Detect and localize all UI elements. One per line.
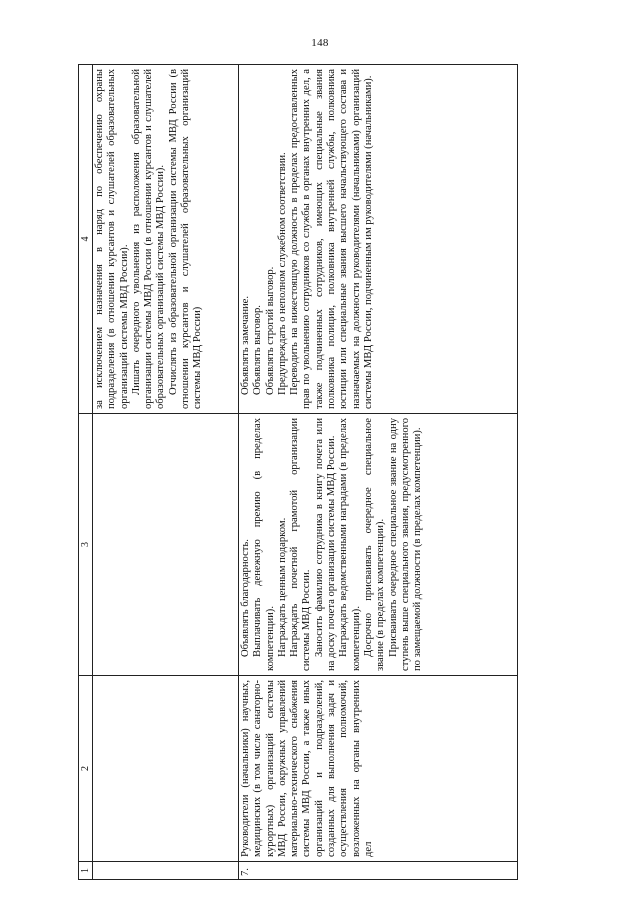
penalty-3: Объявлять строгий выговор. xyxy=(264,266,276,395)
rotated-table-container xyxy=(78,65,518,880)
row-prev-col4-para-1: за исключением назначения в наряд по обеспечению охраны подразделения (в отношении курсантов и слушателей образовательных организаций системы МВД России). xyxy=(94,69,130,409)
row-7-col-4 xyxy=(239,65,518,414)
row-prev-col4-para-2: Лишать очередного увольнения из расположения образовательной организации системы МВД России (в отношении курсантов и слушателей образовательных организаций системы МВД России). xyxy=(130,69,167,409)
header-col-1: 1 xyxy=(79,862,93,880)
table-row-7 xyxy=(239,65,518,880)
penalty-1: Объявлять замечание. xyxy=(240,295,251,395)
incentive-6: Награждать ведомственными наградами (в пределах компетенции). xyxy=(338,418,362,671)
incentive-3: Награждать ценным подарком. xyxy=(276,517,288,657)
incentive-8: Присваивать очередное специальное звание на одну ступень выше специального звания, предусмотренного по замещаемой должности (в пределах компетенции). xyxy=(387,418,424,671)
table-row-previous xyxy=(93,65,239,880)
header-col-3: 3 xyxy=(79,414,93,676)
incentive-4: Награждать почетной грамотой организации системы МВД России. xyxy=(289,418,313,671)
row-7-col-3 xyxy=(239,414,518,676)
incentive-5: Заносить фамилию сотрудника в книгу почета или на доску почета организации системы МВД России. xyxy=(313,418,338,671)
measures-table xyxy=(78,64,518,880)
incentive-7: Досрочно присваивать очередное специальное звание (в пределах компетенции). xyxy=(362,418,387,671)
row-prev-col-3 xyxy=(93,414,239,676)
row-7-authority: Руководители (начальники) научных, медицинских (в том числе санаторно-курортных) организаций системы МВД России, окружных управлений материально-технического снабжения системы МВД России, а также иных организаций и подразделений, созданных для выполнения задач и осуществления полномочий, возложенных на органы внутренних дел xyxy=(240,680,374,857)
incentive-2: Выплачивать денежную премию (в пределах компетенции). xyxy=(252,418,276,671)
row-prev-col-2 xyxy=(93,676,239,862)
penalty-5: Переводить на нижестоящую должность в пределах предоставленных прав по увольнению сотрудников со службы в органах внутренних дел, а также подчиненных сотрудников, имеющих специальные звания полковника полиции, полковника внутренней службы, полковника юстиции или специальные звания высшего начальствующего состава и назначаемых на должности руководителями (начальниками) организаций системы МВД России, подчиненным им руководителями (начальниками). xyxy=(289,69,374,409)
incentive-1: Объявлять благодарность. xyxy=(240,539,251,657)
page-number: 148 xyxy=(311,37,329,49)
row-prev-col4-para-3: Отчислять из образовательной организации системы МВД России (в отношении курсантов и слушателей образовательных организаций системы МВД России) xyxy=(167,69,204,409)
row-7-number: 7. xyxy=(239,862,518,880)
row-prev-col-4 xyxy=(93,65,239,414)
header-col-2: 2 xyxy=(79,676,93,862)
penalty-4: Предупреждать о неполном служебном соответствии. xyxy=(276,152,288,395)
penalty-2: Объявлять выговор. xyxy=(252,305,264,395)
row-7-col-2 xyxy=(239,676,518,862)
header-col-4: 4 xyxy=(79,65,93,414)
header-row xyxy=(79,65,93,880)
row-prev-col-1 xyxy=(93,862,239,880)
